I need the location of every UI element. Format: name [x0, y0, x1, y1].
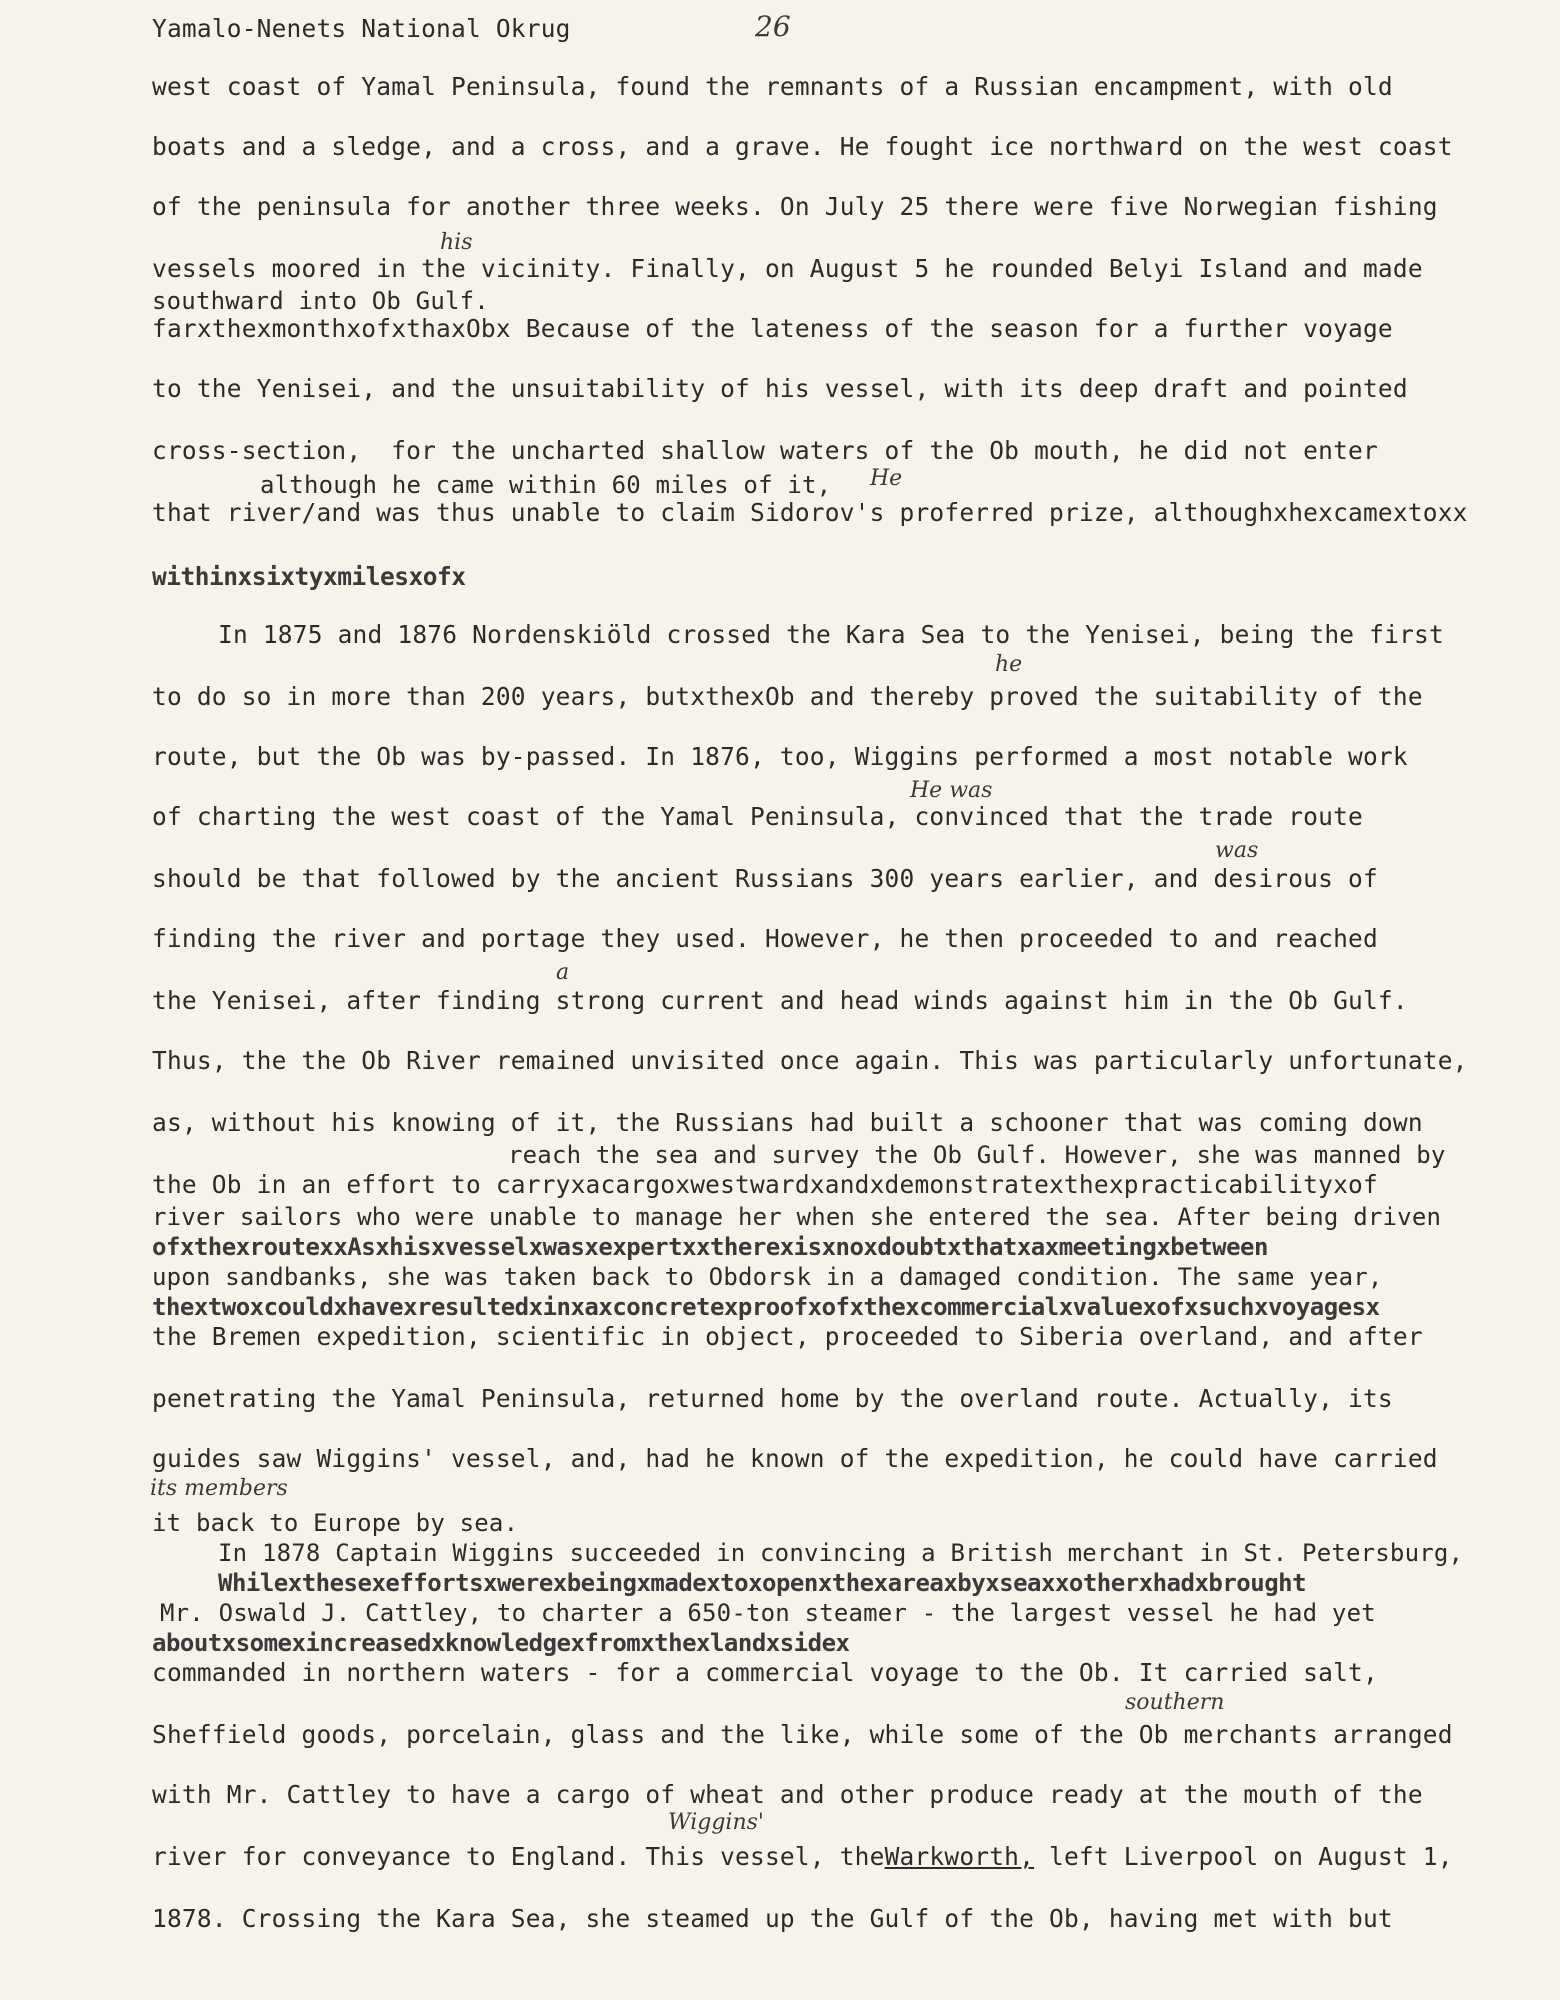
text-line: commanded in northern waters - for a commercial voyage to the Ob. It carried salt,	[152, 1658, 1378, 1687]
text-segment: left Liverpool on August 1,	[1034, 1842, 1453, 1871]
text-line: of the peninsula for another three weeks. On July 25 there were five Norwegian fishing	[152, 192, 1438, 221]
handwritten-annotation: was	[1215, 838, 1259, 863]
handwritten-annotation: southern	[1125, 1690, 1225, 1715]
text-line: that river/and was thus unable to claim Sidorov's proferred prize, althoughxhexcamextoxx	[152, 498, 1468, 527]
handwritten-annotation: he	[995, 652, 1023, 677]
page-number: 26	[755, 10, 791, 43]
text-segment: river for conveyance to England. This vessel, the	[152, 1842, 885, 1871]
text-line: upon sandbanks, she was taken back to Obdorsk in a damaged condition. The same year,	[152, 1263, 1383, 1291]
text-line: although he came within 60 miles of it,	[260, 471, 832, 499]
text-line: river sailors who were unable to manage her when she entered the sea. After being driven	[152, 1203, 1442, 1231]
text-line: reach the sea and survey the Ob Gulf. However, she was manned by	[508, 1141, 1446, 1169]
text-line: Thus, the the Ob River remained unvisited once again. This was particularly unfortunate,	[152, 1046, 1468, 1075]
text-line: to the Yenisei, and the unsuitability of his vessel, with its deep draft and pointed	[152, 374, 1408, 403]
handwritten-annotation: a	[556, 960, 570, 985]
text-line: should be that followed by the ancient Russians 300 years earlier, and desirous of	[152, 864, 1378, 893]
struck-text-line: withinxsixtyxmilesxofx	[152, 562, 466, 591]
handwritten-annotation: He was	[910, 778, 993, 803]
text-line: it back to Europe by sea.	[152, 1509, 519, 1537]
text-line: the Ob in an effort to carryxacargoxwestwardxandxdemonstratexthexpracticabilityxof	[152, 1170, 1378, 1199]
text-line: west coast of Yamal Peninsula, found the remnants of a Russian encampment, with old	[152, 72, 1393, 101]
text-line: with Mr. Cattley to have a cargo of wheat and other produce ready at the mouth of the	[152, 1780, 1423, 1809]
text-line: vessels moored in the vicinity. Finally, on August 5 he rounded Belyi Island and made	[152, 254, 1423, 283]
handwritten-annotation: Wiggins'	[668, 1810, 764, 1835]
struck-text-line: thextwoxcouldxhavexresultedxinxaxconcretexproofxofxthexcommercialxvaluexofxsuchxvoyagesx	[152, 1293, 1380, 1321]
struck-text-line: aboutxsomexincreasedxknowledgexfromxthexlandxsidex	[152, 1629, 850, 1657]
header-title: Yamalo-Nenets National Okrug	[152, 14, 571, 43]
text-line: 1878. Crossing the Kara Sea, she steamed up the Gulf of the Ob, having met with but	[152, 1904, 1393, 1933]
text-line: boats and a sledge, and a cross, and a grave. He fought ice northward on the west coast	[152, 132, 1453, 161]
handwritten-annotation: its members	[150, 1476, 288, 1501]
text-line: the Bremen expedition, scientific in object, proceeded to Siberia overland, and after	[152, 1322, 1423, 1351]
text-line: Sheffield goods, porcelain, glass and the like, while some of the Ob merchants arranged	[152, 1720, 1453, 1749]
struck-text-line: Whilexthesexeffortsxwerexbeingxmadextoxopenxthexareaxbyxseaxxotherxhadxbrought	[218, 1569, 1307, 1597]
text-line: In 1875 and 1876 Nordenskiöld crossed the Kara Sea to the Yenisei, being the first	[218, 620, 1444, 649]
ship-name: Warkworth,	[884, 1842, 1035, 1871]
text-line: farxthexmonthxofxthaxObx Because of the lateness of the season for a further voyage	[152, 314, 1393, 343]
text-line: Mr. Oswald J. Cattley, to charter a 650-ton steamer - the largest vessel he had yet	[160, 1599, 1376, 1627]
text-line: penetrating the Yamal Peninsula, returned home by the overland route. Actually, its	[152, 1384, 1393, 1413]
handwritten-annotation: his	[440, 230, 473, 255]
text-line: route, but the Ob was by-passed. In 1876, too, Wiggins performed a most notable work	[152, 742, 1408, 771]
text-line: as, without his knowing of it, the Russians had built a schooner that was coming down	[152, 1108, 1423, 1137]
text-line: cross-section, for the uncharted shallow waters of the Ob mouth, he did not enter	[152, 436, 1378, 465]
text-line: the Yenisei, after finding strong current and head winds against him in the Ob Gulf.	[152, 986, 1408, 1015]
text-line	[152, 1842, 1453, 1872]
text-line: southward into Ob Gulf.	[152, 287, 489, 315]
text-line: guides saw Wiggins' vessel, and, had he known of the expedition, he could have carried	[152, 1444, 1438, 1473]
struck-text-line: ofxthexroutexxAsxhisxvesselxwasxexpertxxtherexisxnoxdoubtxthatxaxmeetingxbetween	[152, 1233, 1268, 1261]
text-line: to do so in more than 200 years, butxthexOb and thereby proved the suitability of the	[152, 682, 1423, 711]
text-line: In 1878 Captain Wiggins succeeded in convincing a British merchant in St. Petersburg,	[218, 1539, 1464, 1567]
handwritten-annotation: He	[870, 466, 903, 491]
text-line: finding the river and portage they used. However, he then proceeded to and reached	[152, 924, 1378, 953]
text-line: of charting the west coast of the Yamal Peninsula, convinced that the trade route	[152, 802, 1363, 831]
